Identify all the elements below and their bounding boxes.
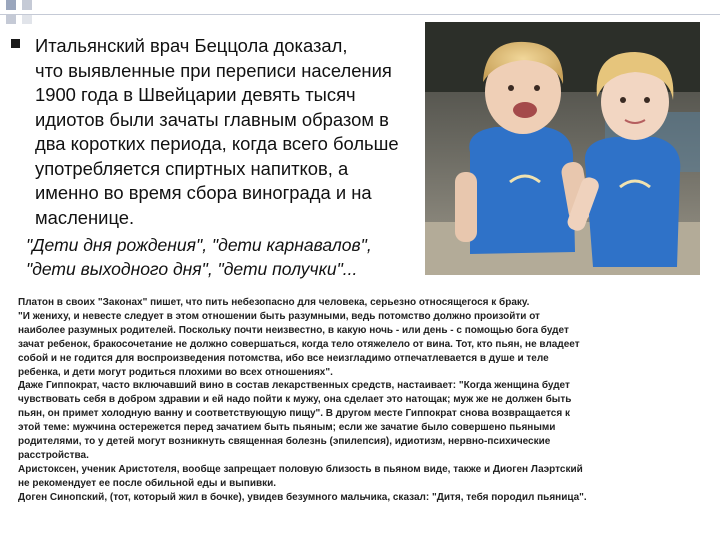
- body-line: расстройства.: [18, 449, 89, 461]
- children-photo: [425, 22, 700, 275]
- bullet-line: масленице.: [35, 206, 135, 228]
- body-line: зачат ребенок, бракосочетание не должно совершаться, когда тело отяжелело от вина. Тот, кто пьян, не владеет: [18, 338, 580, 350]
- body-line: Даже Гиппократ, часто включавший вино в состав лекарственных средств, настаивает: "Когда женщина будет: [18, 380, 570, 392]
- body-line: пьян, он примет холодную ванну и соответствующую пищу". В другом месте Гиппократ снова возвращается к: [18, 408, 570, 420]
- top-rule: [0, 14, 720, 15]
- decor-square: [6, 14, 16, 24]
- bullet-line: 1900 года в Швейцарии девять тысяч: [35, 84, 356, 105]
- body-line: "И жениху, и невесте следует в этом отношении быть разумными, ведь потомство должно произойти от: [18, 310, 540, 322]
- body-line: Аристоксен, ученик Аристотеля, вообще запрещает половую близость в пьяном виде, также и Диоген Лаэртский: [18, 463, 583, 475]
- body-line: не рекомендует ее после обильной еды и выпивки.: [18, 477, 277, 489]
- body-line: собой и не годится для воспроизведения потомства, ибо все неизгладимо отпечатлевается в душе и теле: [18, 352, 549, 364]
- bullet-line: употребляется спиртных напитков, а: [35, 157, 349, 179]
- body-line: этой теме: мужчина остережется перед зачатием быть пьяным; если же зачатие было совершено пьяными: [18, 422, 556, 434]
- bullet-line: идиотов были зачаты главным образом в: [35, 108, 389, 130]
- bullet-paragraph: [35, 34, 435, 230]
- body-line: Доген Синопский, (тот, который жил в бочке), увидев безумного мальчика, сказал: "Дитя, тебя породил пьяница".: [18, 491, 587, 503]
- decor-square: [6, 0, 16, 10]
- quote-line: "Дети дня рождения", "дети карнавалов",: [26, 235, 372, 255]
- decor-square: [22, 0, 32, 10]
- body-line: ребенка, и дети могут родиться плохими во всех отношениях".: [18, 366, 333, 378]
- two-children-photo-icon: [425, 22, 700, 275]
- quote-line: "дети выходного дня", "дети получки"...: [26, 259, 358, 279]
- bullet-line: именно во время сбора винограда и на: [35, 182, 372, 203]
- body-line: родителями, то у детей могут возникнуть священная болезнь (эпилепсия), идиотизм, нервно-психические: [18, 436, 551, 448]
- bullet-square-icon: [11, 39, 20, 48]
- decor-square: [22, 14, 32, 24]
- body-line: Платон в своих "Законах" пишет, что пить небезопасно для человека, серьезно относящегося к браку.: [18, 297, 530, 308]
- body-line: наиболее разумных родителей. Поскольку почти неизвестно, в какую ночь - или день - с помощью бога будет: [18, 324, 569, 336]
- bullet-line: два коротких периода, когда всего больше: [35, 133, 399, 154]
- bullet-line: что выявленные при переписи населения: [35, 59, 392, 81]
- body-line: чувствовать себя в добром здравии и ей надо пойти к мужу, она сделает это натощак; муж же не должен быть: [18, 394, 572, 406]
- bullet-line: Итальянский врач Беццола доказал,: [35, 35, 348, 56]
- body-paragraph: [18, 296, 710, 505]
